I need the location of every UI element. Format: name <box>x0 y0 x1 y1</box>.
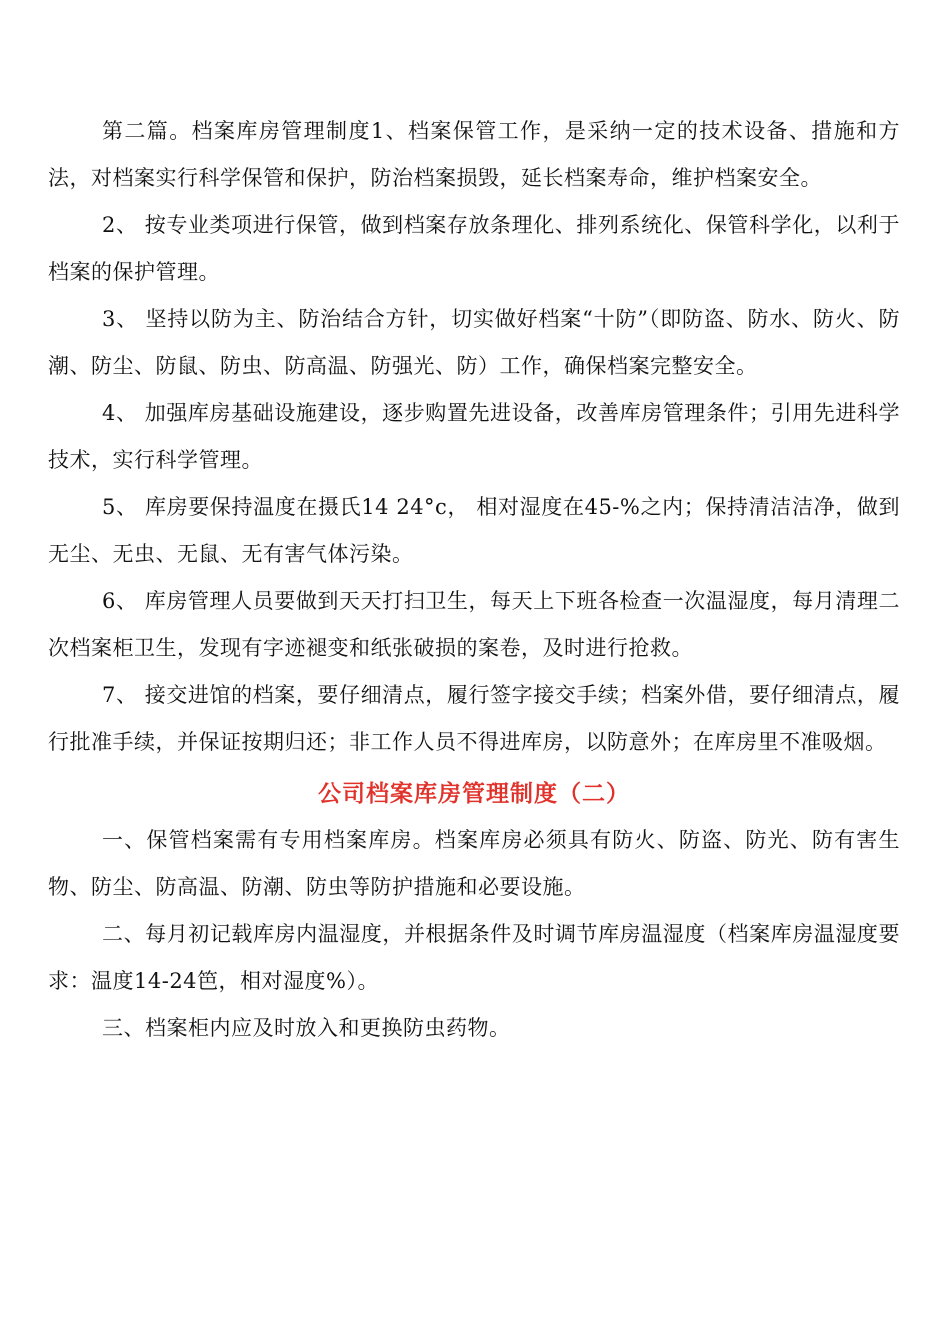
document-page <box>48 108 900 1052</box>
rule-item-7: 7、 接交进馆的档案，要仔细清点，履行签字接交手续；档案外借，要仔细清点，履行批准手续，并保证按期归还；非工作人员不得进库房，以防意外；在库房里不准吸烟。 <box>48 683 900 754</box>
rule-item-6: 6、 库房管理人员要做到天天打扫卫生，每天上下班各检查一次温湿度，每月清理二次档案柜卫生，发现有字迹褪变和纸张破损的案卷，及时进行抢救。 <box>48 589 900 660</box>
rule-item-5: 5、 库房要保持温度在摄氏14 24°c， 相对湿度在45-%之内；保持清洁洁净，做到无尘、无虫、无鼠、无有害气体污染。 <box>48 495 900 566</box>
rule-item-two: 二、每月初记载库房内温湿度，并根据条件及时调节库房温湿度（档案库房温湿度要求：温度14-24笆，相对湿度%）。 <box>48 922 900 993</box>
rule-item-2: 2、 按专业类项进行保管，做到档案存放条理化、排列系统化、保管科学化，以利于档案的保护管理。 <box>48 213 900 284</box>
rule-item-one: 一、保管档案需有专用档案库房。档案库房必须具有防火、防盗、防光、防有害生物、防尘、防高温、防潮、防虫等防护措施和必要设施。 <box>48 828 900 899</box>
rule-item-3: 3、 坚持以防为主、防治结合方针，切实做好档案“十防”（即防盗、防水、防火、防潮、防尘、防鼠、防虫、防高温、防强光、防）工作，确保档案完整安全。 <box>48 307 900 378</box>
rule-item-three: 三、档案柜内应及时放入和更换防虫药物。 <box>102 1016 511 1040</box>
rule-item-4: 4、 加强库房基础设施建设，逐步购置先进设备，改善库房管理条件；引用先进科学技术，实行科学管理。 <box>48 401 900 472</box>
section-title: 公司档案库房管理制度（二） <box>318 780 630 807</box>
intro-paragraph: 第二篇。档案库房管理制度1、档案保管工作，是采纳一定的技术设备、措施和方法，对档案实行科学保管和保护，防治档案损毁，延长档案寿命，维护档案安全。 <box>48 119 900 190</box>
